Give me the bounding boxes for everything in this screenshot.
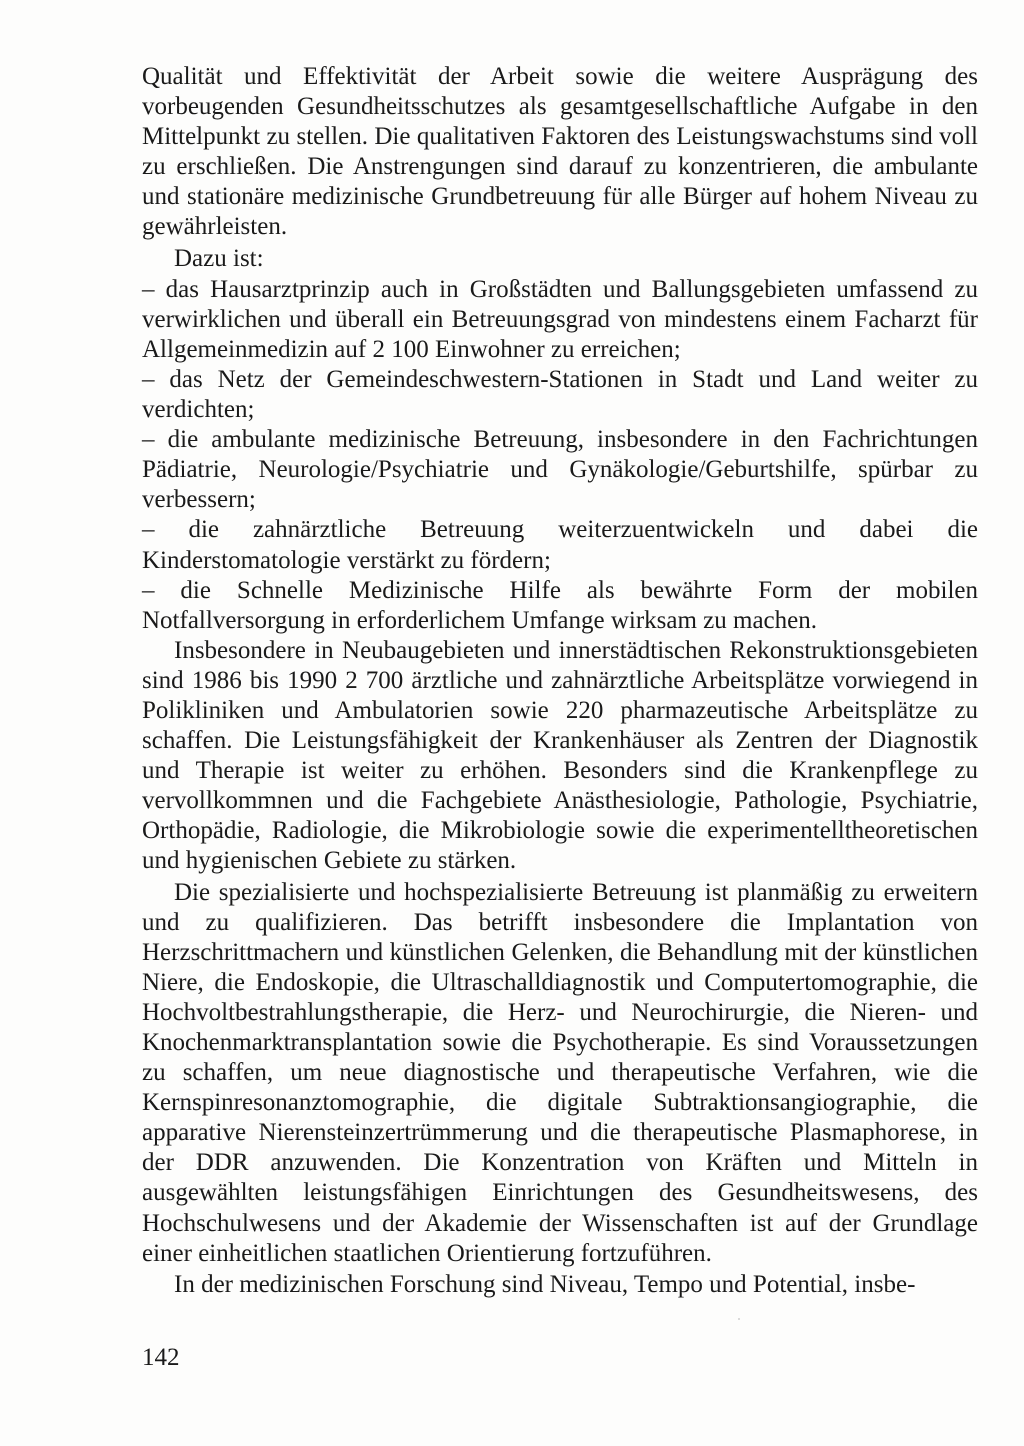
paragraph-continuation: Qualität und Effektivität der Arbeit sowie die weitere Ausprägung des vorbeugenden Gesundheitsschutzes als gesamtgesellschaftliche Aufgabe in den Mittelpunkt zu stellen. Die qualitativen Faktoren des Leistungswachstums sind voll zu erschließen. Die Anstrengungen sind darauf zu konzentrieren, die ambulante und stationäre medizinische Grundbetreuung für alle Bürger auf hohem Niveau zu gewährleisten. [142,63,978,241]
paragraph-trailing: In der medizinischen Forschung sind Niveau, Tempo und Potential, insbe- [174,1270,916,1298]
paragraph-intro: Dazu ist: [174,244,264,272]
paragraph: Die spezialisierte und hochspezialisierte Betreuung ist planmäßig zu erweitern und zu qualifizieren. Das betrifft insbesondere die Implantation von Herzschrittmachern und künstlichen Gelenken, die Behandlung mit der künstlichen Niere, die Endoskopie, die Ultraschalldiagnostik und Computertomographie, die Hochvoltbestrahlungstherapie, die Herz- und Neurochirurgie, die Nieren- und Knochenmarktransplantation sowie die Psychotherapie. Es sind Voraussetzungen zu schaffen, um neue diagnostische und therapeutische Verfahren, wie die Kernspinresonanztomographie, die digitale Subtraktionsangiographie, die apparative Nierensteinzertrümmerung und die therapeutische Plasmaphorese, in der DDR anzuwenden. Die Konzentration von Kräften und Mitteln in ausgewählten leistungsfähigen Einrichtungen des Gesundheitswesens, des Hochschulwesens und der Akademie der Wissenschaften ist auf der Grundlage einer einheitlichen staatlichen Orientierung fortzuführen. [142,878,978,1267]
dash-list-item: – das Hausarztprinzip auch in Großstädten und Ballungsgebieten umfassend zu verwirklichen und überall ein Betreuungsgrad von mindestens einem Facharzt für Allgemeinmedizin auf 2 100 Einwohner zu erreichen; [142,275,978,363]
dash-list-item: – die Schnelle Medizinische Hilfe als bewährte Form der mobilen Notfallversorgung in erforderlichem Umfange wirksam zu machen. [142,576,978,634]
page-number: 142 [142,1344,180,1371]
paragraph: Insbesondere in Neubaugebieten und innerstädtischen Rekonstruktionsgebieten sind 1986 bis 1990 2 700 ärztliche und zahnärztliche Arbeitsplätze vorwiegend in Polikliniken und Ambulatorien sowie 220 pharmazeutische Arbeitsplätze zu schaffen. Die Leistungsfähigkeit der Krankenhäuser als Zentren der Diagnostik und Therapie ist weiter zu erhöhen. Besonders sind die Krankenpflege zu vervollkommnen und die Fachgebiete Anästhesiologie, Pathologie, Psychiatrie, Orthopädie, Radiologie, die Mikrobiologie sowie die experimentelltheoretischen und hygienischen Gebiete zu stärken. [142,636,978,875]
print-speck [738,1318,740,1320]
body-text [142,62,978,1301]
dash-list-item: – das Netz der Gemeindeschwestern-Stationen in Stadt und Land weiter zu verdichten; [142,365,978,424]
dash-list-item: – die ambulante medizinische Betreuung, insbesondere in den Fachrichtungen Pädiatrie, Neurologie/Psychiatrie und Gynäkologie/Geburtshilfe, spürbar zu verbessern; [142,426,978,514]
dash-list-item: – die zahnärztliche Betreuung weiterzuentwickeln und dabei die Kinderstomatologie verstärkt zu fördern; [142,516,978,574]
